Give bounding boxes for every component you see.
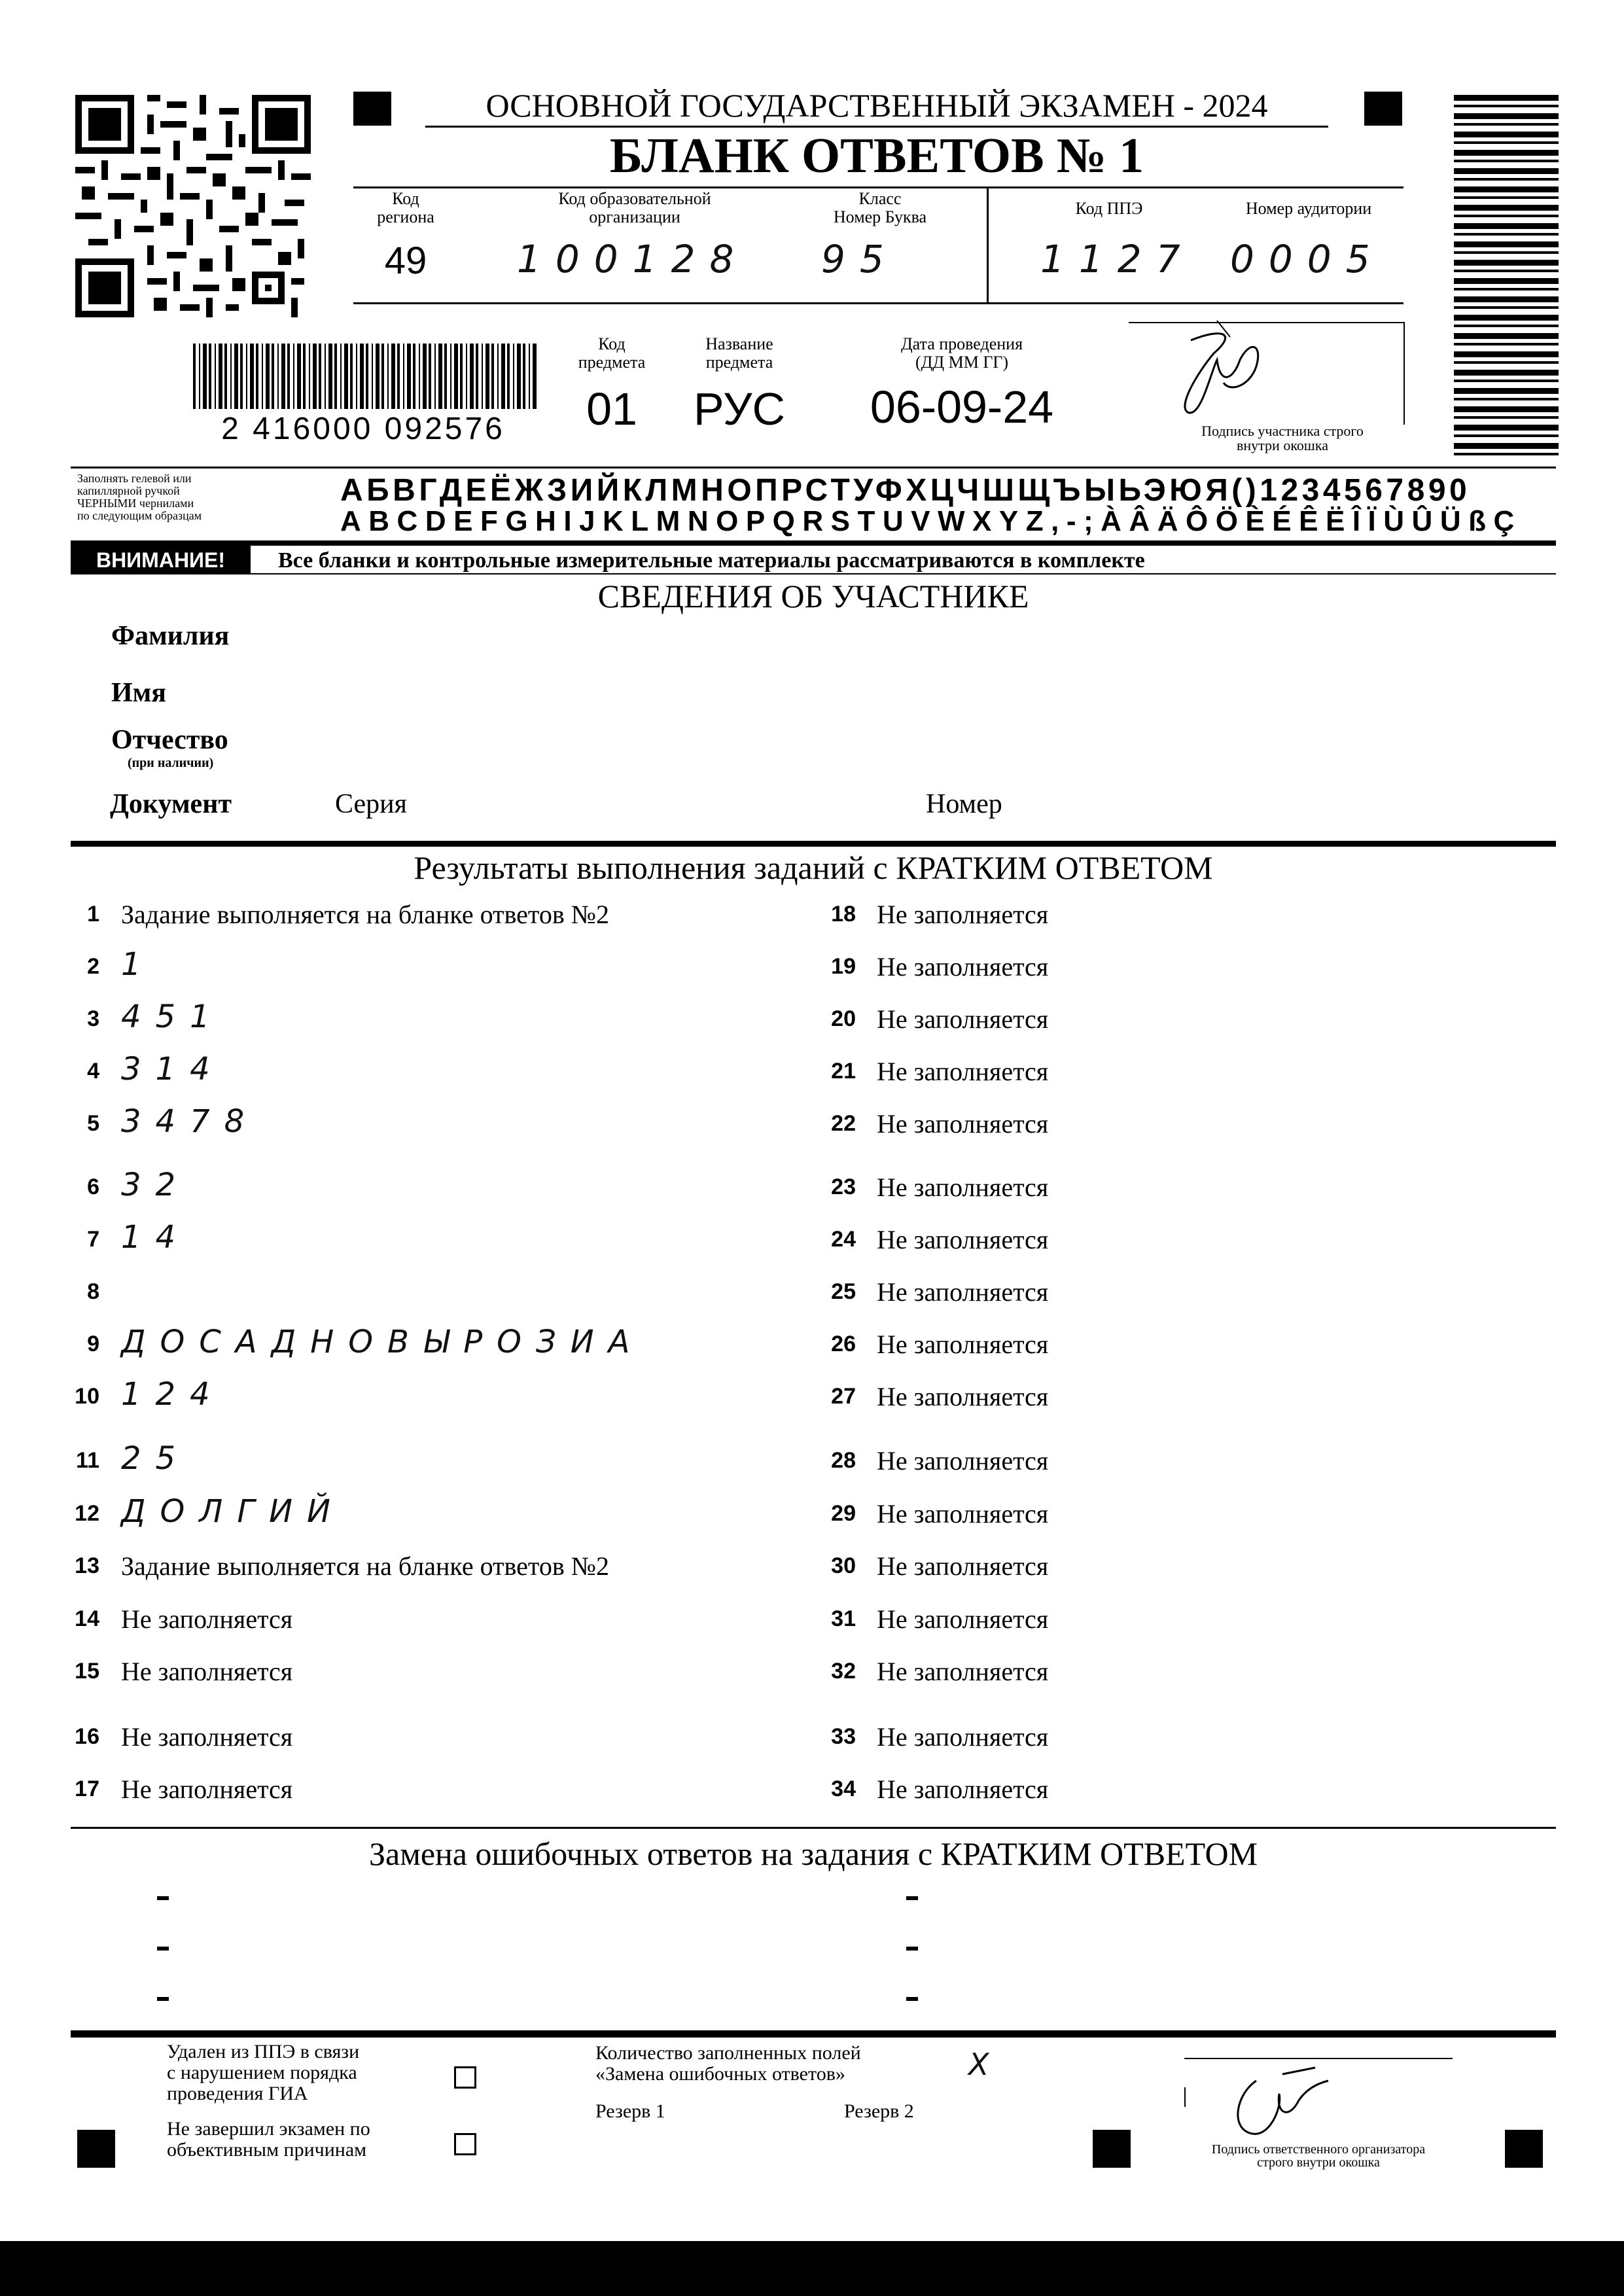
subject-code-value: 01 xyxy=(586,383,637,434)
barcode-number: 2 416000 092576 xyxy=(221,412,505,446)
answer-number: 10 xyxy=(75,1384,99,1409)
replacement-field[interactable] xyxy=(906,1896,918,1900)
answer-number: 4 xyxy=(87,1059,99,1084)
answer-number: 16 xyxy=(75,1724,99,1749)
replacement-field[interactable] xyxy=(906,1997,918,2001)
series-label: Серия xyxy=(335,789,407,819)
answer-number: 6 xyxy=(87,1174,99,1199)
ppe-value: 1127 xyxy=(1040,237,1195,281)
organizer-signature xyxy=(1217,2055,1348,2153)
answer-number: 28 xyxy=(831,1448,856,1473)
answer-number: 31 xyxy=(831,1606,856,1631)
answer-field[interactable]: Не заполняется xyxy=(877,1330,1049,1359)
answer-field[interactable]: Не заполняется xyxy=(877,952,1049,981)
exam-title: ОСНОВНОЙ ГОСУДАРСТВЕННЫЙ ЭКЗАМЕН - 2024 xyxy=(425,86,1328,128)
participant-section-title: СВЕДЕНИЯ ОБ УЧАСТНИКЕ xyxy=(597,578,1029,614)
answer-number: 21 xyxy=(831,1059,856,1084)
answer-field[interactable]: Не заполняется xyxy=(877,1382,1049,1411)
answer-number: 20 xyxy=(831,1006,856,1031)
answer-number: 12 xyxy=(75,1501,99,1526)
answer-field[interactable]: 32 xyxy=(121,1167,190,1203)
removed-label: Удален из ППЭ в связи с нарушением порядка проведения ГИА xyxy=(167,2041,360,2104)
answer-field[interactable]: 1 xyxy=(121,946,156,983)
replacement-title: Замена ошибочных ответов на задания с КРАТКИМ ОТВЕТОМ xyxy=(368,1835,1258,1872)
ppe-label: Код ППЭ xyxy=(1075,199,1143,218)
answer-field[interactable]: Не заполняется xyxy=(877,1604,1049,1634)
unfinished-checkbox[interactable] xyxy=(454,2133,476,2155)
sample-cyrillic: АБВГДЕЁЖЗИЙКЛМНОПРСТУФХЦЧШЩЪЫЬЭЮЯ()1234567890 xyxy=(340,473,1471,508)
answer-field[interactable]: Не заполняется xyxy=(121,1722,293,1752)
org-label: Код образовательной организации xyxy=(558,189,711,226)
answer-field[interactable]: ДОЛГИЙ xyxy=(121,1493,345,1530)
attention-text: Все бланки и контрольные измерительные материалы рассматриваются в комплекте xyxy=(278,548,1145,573)
answer-number: 17 xyxy=(75,1776,99,1801)
organizer-signature-caption: Подпись ответственного организатора строго внутри окошка xyxy=(1211,2142,1426,2170)
answer-number: 22 xyxy=(831,1111,856,1136)
region-label: Код региона xyxy=(377,189,434,226)
form-barcode xyxy=(193,344,537,409)
answer-field[interactable]: Не заполняется xyxy=(877,900,1049,929)
document-label: Документ xyxy=(110,789,232,819)
replacement-field[interactable] xyxy=(157,1896,169,1900)
answer-field[interactable]: Не заполняется xyxy=(121,1657,293,1686)
answer-field[interactable]: 124 xyxy=(121,1376,224,1413)
answer-number: 34 xyxy=(831,1776,856,1801)
answer-number: 14 xyxy=(75,1606,99,1631)
answer-field[interactable]: ДОСАДНОВЫРОЗИА xyxy=(121,1324,644,1360)
corner-marker-bottom-left xyxy=(77,2130,115,2168)
answer-field[interactable]: Не заполняется xyxy=(877,1225,1049,1254)
participant-signature-caption: Подпись участника строго внутри окошка xyxy=(1201,423,1364,453)
subject-name-value: РУС xyxy=(693,383,786,434)
answer-field[interactable]: 14 xyxy=(121,1219,190,1256)
class-label: Класс Номер Буква xyxy=(833,189,927,226)
answer-number: 33 xyxy=(831,1724,856,1749)
answer-field[interactable]: Не заполняется xyxy=(121,1775,293,1804)
replacement-field[interactable] xyxy=(157,1997,169,2001)
answer-field[interactable]: 314 xyxy=(121,1051,224,1087)
name-label: Имя xyxy=(111,678,166,708)
answer-number: 23 xyxy=(831,1174,856,1199)
date-value: 06-09-24 xyxy=(870,381,1054,433)
side-barcode xyxy=(1454,95,1559,458)
answer-number: 5 xyxy=(87,1111,99,1136)
answer-number: 26 xyxy=(831,1332,856,1356)
replacement-field[interactable] xyxy=(157,1947,169,1951)
attention-badge: ВНИМАНИЕ! xyxy=(71,546,251,574)
answer-number: 15 xyxy=(75,1659,99,1684)
answer-number: 24 xyxy=(831,1227,856,1252)
answer-number: 9 xyxy=(87,1332,99,1356)
answer-number: 3 xyxy=(87,1006,99,1031)
answer-field[interactable]: Не заполняется xyxy=(877,1057,1049,1086)
answer-field[interactable]: 25 xyxy=(121,1440,190,1477)
participant-signature xyxy=(1152,314,1302,419)
answer-number: 32 xyxy=(831,1659,856,1684)
unfinished-label: Не завершил экзамен по объективным причинам xyxy=(167,2118,370,2161)
subject-code-label: Код предмета xyxy=(578,334,646,372)
answer-field[interactable]: Задание выполняется на бланке ответов №2 xyxy=(121,900,609,929)
answer-number: 30 xyxy=(831,1553,856,1578)
answer-number: 13 xyxy=(75,1553,99,1578)
filled-count-value[interactable]: X xyxy=(968,2047,1004,2082)
class-value: 95 xyxy=(821,237,898,281)
answer-number: 27 xyxy=(831,1384,856,1409)
sample-latin: ABCDEFGHIJKLMNOPQRSTUVWXYZ,-;ÀÂÄÔÖÈÉÊËÎÏÙÛÜßÇ xyxy=(340,505,1522,537)
replacement-field[interactable] xyxy=(906,1947,918,1951)
answer-number: 2 xyxy=(87,954,99,979)
org-value: 100128 xyxy=(517,237,749,281)
subject-name-label: Название предмета xyxy=(705,334,773,372)
answer-field[interactable]: Не заполняется xyxy=(877,1173,1049,1202)
answer-field[interactable]: Не заполняется xyxy=(121,1604,293,1634)
reserve2-label: Резерв 2 xyxy=(844,2100,914,2122)
removed-checkbox[interactable] xyxy=(454,2066,476,2089)
room-value: 0005 xyxy=(1230,237,1385,281)
answer-number: 1 xyxy=(87,902,99,927)
answer-field[interactable]: Не заполняется xyxy=(877,1551,1049,1581)
answer-number: 25 xyxy=(831,1279,856,1304)
answer-number: 19 xyxy=(831,954,856,979)
answer-field[interactable]: Задание выполняется на бланке ответов №2 xyxy=(121,1551,609,1581)
corner-marker-top-left xyxy=(353,92,391,126)
scan-bottom-edge xyxy=(0,2241,1624,2296)
qr-code xyxy=(75,95,311,317)
answer-field[interactable]: 3478 xyxy=(121,1103,259,1140)
answer-field[interactable]: Не заполняется xyxy=(877,1657,1049,1686)
corner-marker-bottom-center xyxy=(1093,2130,1131,2168)
patronymic-label: Отчество xyxy=(111,725,228,755)
number-label: Номер xyxy=(926,789,1002,819)
reserve1-label: Резерв 1 xyxy=(595,2100,665,2122)
answer-field[interactable]: Не заполняется xyxy=(877,1722,1049,1752)
answer-number: 29 xyxy=(831,1501,856,1526)
answer-number: 18 xyxy=(831,902,856,927)
answer-field[interactable]: Не заполняется xyxy=(877,1775,1049,1804)
results-title: Результаты выполнения заданий с КРАТКИМ ОТВЕТОМ xyxy=(414,849,1213,886)
form-title: БЛАНК ОТВЕТОВ № 1 xyxy=(609,128,1144,183)
corner-marker-bottom-right xyxy=(1505,2130,1543,2168)
region-value: 49 xyxy=(384,239,427,282)
corner-marker-top-right xyxy=(1364,92,1402,126)
surname-label: Фамилия xyxy=(111,621,230,651)
room-label: Номер аудитории xyxy=(1245,199,1372,218)
filled-count-label: Количество заполненных полей «Замена ошибочных ответов» xyxy=(595,2042,861,2085)
answer-number: 11 xyxy=(76,1448,99,1473)
answer-field[interactable]: Не заполняется xyxy=(877,1109,1049,1139)
fill-instruction: Заполнять гелевой или капиллярной ручкой ЧЕРНЫМИ чернилами по следующим образцам xyxy=(77,472,202,522)
answer-field[interactable]: Не заполняется xyxy=(877,1499,1049,1528)
answer-number: 8 xyxy=(87,1279,99,1304)
answer-field[interactable]: Не заполняется xyxy=(877,1446,1049,1475)
answer-field[interactable]: 451 xyxy=(121,998,224,1035)
answer-field[interactable]: Не заполняется xyxy=(877,1004,1049,1034)
answer-field[interactable]: Не заполняется xyxy=(877,1277,1049,1307)
patronymic-note: (при наличии) xyxy=(128,756,214,770)
answer-number: 7 xyxy=(87,1227,99,1252)
date-label: Дата проведения (ДД ММ ГГ) xyxy=(900,334,1023,372)
